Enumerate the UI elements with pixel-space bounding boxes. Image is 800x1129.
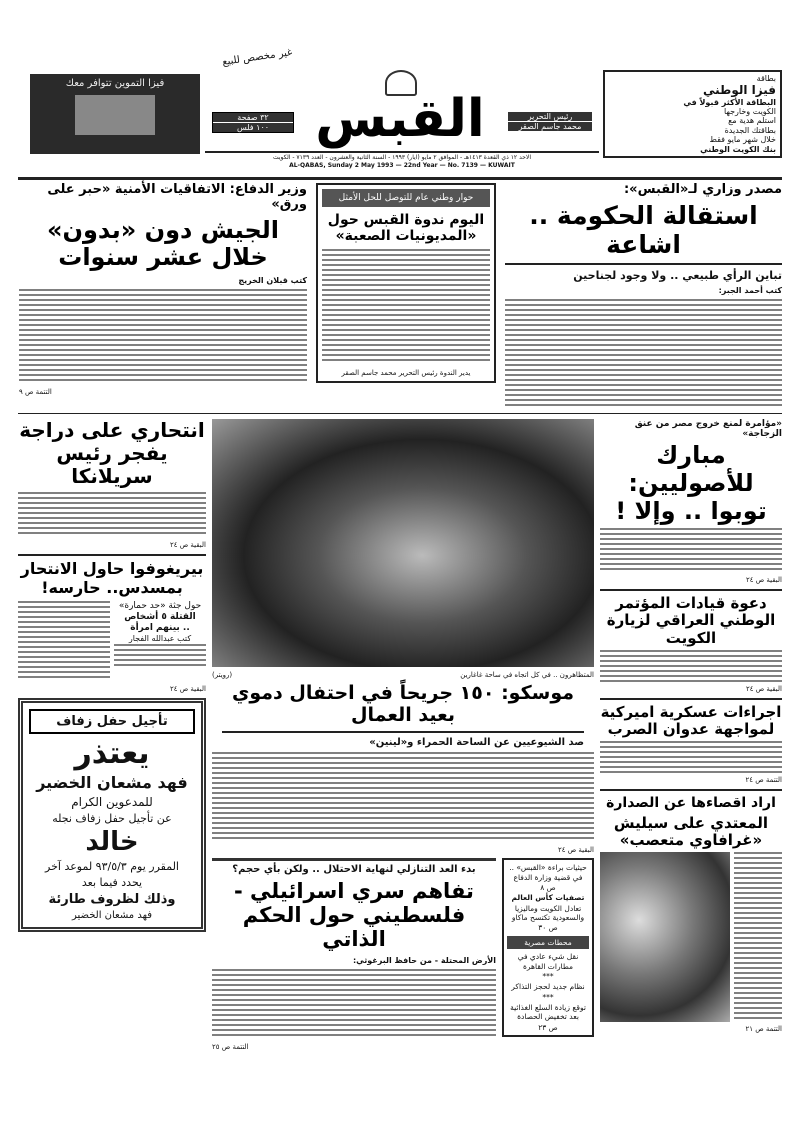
- headline: القتلة ٥ أشخاص: [124, 612, 196, 623]
- ad-line: بطاقتك الجديدة: [724, 125, 776, 135]
- dateline-arabic: الاحد ١٢ ذي القعدة ١٤١٣هـ - الموافق ٢ مايو (ايار) ١٩٩٣ - السنة الثانية والعشرون - العدد ٧١٣٩ - الكويت: [272, 154, 532, 161]
- ad-line: المقرر يوم ٩٣/٥/٣ لموعد آخر: [45, 859, 179, 873]
- editor-name: محمد جاسم الصقر: [508, 121, 592, 131]
- subheadline: صد الشيوعيين عن الساحة الحمراء و«لينين»: [222, 731, 584, 748]
- headline: الجيش دون «بدون» خلال عشر سنوات: [47, 215, 279, 272]
- headline: بيريغوفوا حاول الانتحار بمسدس.. حارسه!: [20, 559, 204, 597]
- page-count: ٣٢ صفحة: [237, 113, 269, 122]
- separator: ***: [542, 971, 554, 981]
- ad-visa-supply: [30, 74, 200, 154]
- continued: البقية ص ٢٤: [745, 576, 782, 585]
- newspaper-logo: القبس: [315, 89, 485, 149]
- ad-line: فيزا الوطني: [703, 83, 776, 98]
- index-item: نقل شيء عادي في مطارات القاهرة: [517, 952, 579, 971]
- index-item: نظام جديد لحجز التذاكر: [511, 982, 585, 992]
- ad-wedding-postponed: [18, 698, 206, 932]
- sidebar-index: [502, 858, 594, 1037]
- byline: كتب قبلان الخريج: [238, 276, 307, 286]
- byline: كتب عبدالله الفجار: [128, 634, 192, 644]
- ad-name: فهد مشعان الخضير: [36, 773, 188, 793]
- continued: التتمة ص ٢٤: [745, 776, 782, 785]
- ad-line: للمدعوين الكرام: [71, 795, 153, 810]
- ad-line: بنك الكويت الوطني: [700, 144, 776, 154]
- ad-line: خلال شهر مايو فقط: [709, 135, 776, 145]
- continued: البقية ص ٢٤: [169, 541, 206, 550]
- story-us-military: [600, 698, 782, 785]
- photo-moscow-clash: [212, 419, 594, 667]
- photo-caption: [212, 671, 594, 679]
- story-iraqi-conference: [600, 589, 782, 693]
- index-item: حيثيات براءة «القبس» .. في قضية وزارة الدفاع: [509, 863, 587, 882]
- headline: انتحاري على دراجة يفجر رئيس سريلانكا: [19, 418, 205, 489]
- ad-line: وذلك لظروف طارئة: [48, 891, 176, 907]
- continued: البقية ص ٢٤: [169, 685, 206, 694]
- ad-title: فيزا التموين تتوافر معك: [65, 78, 165, 89]
- story-seminar: [316, 183, 496, 383]
- story-army: [19, 183, 307, 396]
- continued: التتمة ص ٩: [19, 388, 52, 397]
- index-item: تعادل الكويت وماليزيا والسعودية تكتسح ماكاو: [511, 903, 585, 922]
- story-milosevic: [600, 789, 782, 1033]
- kicker: مصدر وزاري لـ«القبس»:: [623, 182, 782, 197]
- headline: اليوم ندوة القبس حول «المديونيات الصعبة»: [327, 212, 485, 245]
- headline: موسكو: ١٥٠ جريحاً في احتفال دموي بعيد العمال: [231, 682, 575, 727]
- story-srilanka: [18, 419, 206, 549]
- story-mubarak: [600, 419, 782, 584]
- ad-line: البطاقة الأكثر قبولاً في: [683, 97, 776, 107]
- ad-visa-watani: [603, 70, 782, 158]
- kicker: حول جثة «حد حمارة»: [118, 601, 202, 612]
- separator: ***: [542, 992, 554, 1002]
- continued: التتمة ص ٢٥: [212, 1042, 249, 1051]
- index-item: توقع زيادة السلع الغذائية بعد تخفيض الحصادة: [510, 1003, 586, 1022]
- kicker: بدء العد التنازلي لنهاية الاحتلال .. ولكن بأي حجم؟: [212, 858, 496, 875]
- ad-line: عن تأجيل حفل زفاف نجله: [52, 812, 172, 826]
- subheadline: تباين الرأي طبيعي .. ولا وجود لجناحين: [505, 263, 782, 282]
- kicker: اراد اقصاءها عن الصدارة: [606, 795, 776, 812]
- index-item: تصفيات كأس العالم: [511, 893, 585, 903]
- byline: الأرض المحتلة - من حافظ البرغوثي:: [352, 955, 496, 965]
- headline: مبارك للأصوليين: توبوا .. وإلا !: [615, 441, 767, 525]
- dateline: [205, 151, 599, 170]
- ad-line: يحدد فيما بعد: [81, 875, 143, 889]
- headline: اجراءات عسكرية اميركية لمواجهة عدوان الصرب: [600, 702, 782, 739]
- price-box: [212, 112, 294, 133]
- continued: البقية ص ٢٤: [745, 684, 782, 693]
- ad-line: بطاقة: [756, 74, 776, 83]
- editor-box: [508, 112, 592, 131]
- story-murder: [114, 601, 206, 668]
- story-government: [505, 183, 782, 409]
- continued: التتمة ص ٢١: [745, 1025, 782, 1034]
- page-ref: ص ٢٣: [538, 1022, 558, 1032]
- headline: المعتدي على سيليش «غرافاوي متعصب»: [613, 813, 769, 849]
- headline-2: .. بينهم امرأة: [130, 623, 190, 634]
- headline: تفاهم سري اسرائيلي - فلسطيني حول الحكم الذاتي: [234, 879, 474, 952]
- page-ref: ص ٨: [540, 882, 556, 892]
- kicker: وزير الدفاع: الاتفاقيات الأمنية «حبر على ورق»: [47, 182, 307, 212]
- price: ١٠٠ فلس: [213, 122, 293, 132]
- story-moscow: [212, 683, 594, 854]
- ad-groom: خالد: [85, 827, 139, 858]
- continued: البقية ص ٢٤: [557, 846, 594, 855]
- footer: يدير الندوة رئيس التحرير محمد جاسم الصقر: [341, 369, 471, 378]
- card-image-icon: [75, 95, 155, 135]
- ad-line: استلم هدية مع: [728, 116, 776, 126]
- headline: استقالة الحكومة .. اشاعة: [529, 200, 758, 259]
- ad-signature: فهد مشعان الخضير: [72, 909, 152, 921]
- caption: المتظاهرون .. في كل اتجاه في ساحة غاغارين: [460, 671, 594, 680]
- story-israel-palestine: [212, 858, 496, 1050]
- kicker: «مؤامرة لمنع خروج مصر من عنق الزجاجة»: [634, 419, 782, 440]
- ad-line: الكويت وخارجها: [723, 107, 776, 117]
- editor-label: رئيس التحرير: [527, 112, 573, 121]
- photo-seles: [600, 852, 730, 1022]
- ad-title: تأجيل حفل زفاف: [29, 709, 195, 734]
- credit: (رويتر): [212, 671, 233, 680]
- not-for-sale-label: غير مخصص للبيع: [221, 47, 294, 68]
- byline: كتب أحمد الجبر:: [718, 286, 782, 296]
- ad-apology: يعتذر: [74, 736, 150, 772]
- seminar-banner: حوار وطني عام للتوصل للحل الأمثل: [322, 189, 490, 207]
- section-banner: محطات مصرية: [507, 936, 589, 949]
- dateline-english: AL-QABAS, Sunday 2 May 1993 — 22nd Year — No. 7139 — KUWAIT: [289, 162, 515, 169]
- page-ref: ص ٣٠: [538, 923, 558, 933]
- story-beregovoy: [18, 554, 206, 693]
- headline: دعوة قيادات المؤتمر الوطني العراقي لزيارة الكويت: [606, 594, 776, 647]
